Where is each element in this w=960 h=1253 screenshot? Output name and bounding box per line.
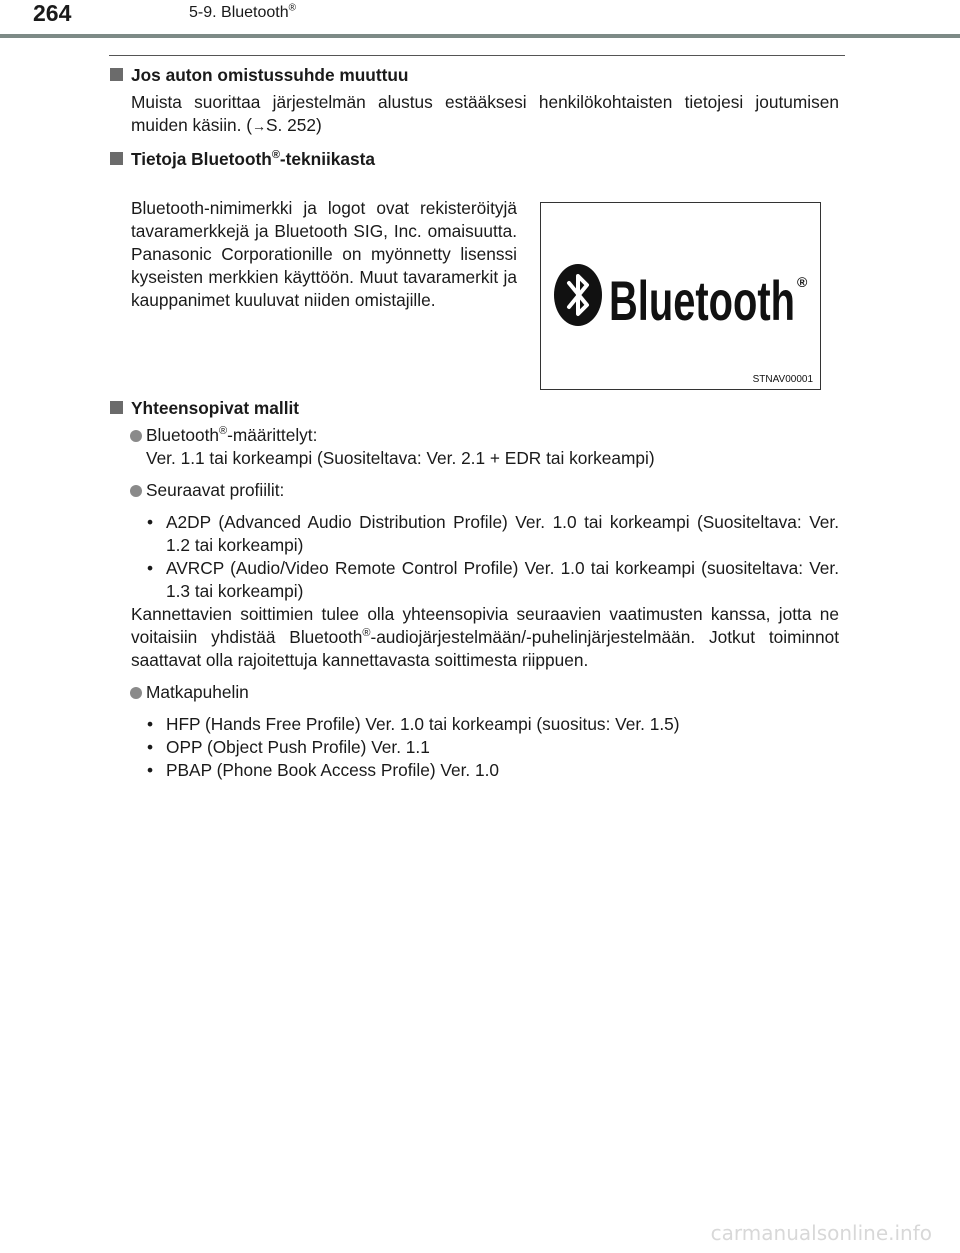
bullet-mark: •	[147, 714, 154, 734]
players-paragraph	[131, 603, 839, 672]
page-reference: S. 252)	[266, 115, 322, 135]
bullet-mark: •	[147, 737, 154, 757]
section-title-text: 5-9. Bluetooth	[189, 4, 289, 21]
bluetooth-logo-figure	[540, 202, 821, 390]
profile-pbap: PBAP (Phone Book Access Profile) Ver. 1.0	[166, 760, 500, 780]
bt-spec-value: Ver. 1.1 tai korkeampi (Suositeltava: Ver. 2.1 + EDR tai korkeampi)	[146, 448, 655, 468]
profile-a2dp: A2DP (Advanced Audio Distribution Profile) Ver. 1.0 tai korkeampi (Suositeltava: Ver. 1.2 tai korkeampi)	[166, 512, 839, 555]
heading-compatible-text: Yhteensopivat mallit	[131, 398, 300, 418]
ownership-paragraph	[131, 91, 839, 138]
figure-code: STNAV00001	[752, 374, 813, 385]
ownership-text: Muista suorittaa järjestelmän alustus estääksesi henkilökohtaisten tietojesi joutumisen muiden käsiin. (	[131, 92, 839, 135]
round-bullet-icon	[130, 430, 142, 442]
players-post: -audiojärjestelmään/-puhelinjärjestelmään. Jotkut toiminnot saattavat olla rajoitettuja kannettavasta soittimesta riippuen.	[131, 627, 840, 670]
mobile-label: Matkapuhelin	[146, 682, 249, 702]
header-rule	[0, 34, 960, 38]
registered-mark: ®	[362, 627, 371, 640]
heading-bt-pre: Tietoja Bluetooth	[131, 149, 272, 169]
bluetooth-logo-svg	[541, 203, 820, 389]
arrow-right-icon: →	[252, 118, 267, 134]
registered-mark: ®	[271, 149, 280, 162]
section-divider	[109, 55, 845, 56]
registered-mark: ®	[288, 2, 296, 14]
list-item	[109, 511, 839, 557]
bullet-mark: •	[147, 760, 154, 780]
page-number: 264	[33, 0, 72, 26]
bt-spec-post: -määrittelyt:	[227, 425, 318, 445]
heading-ownership	[109, 64, 839, 87]
square-bullet-icon	[110, 152, 123, 165]
bluetooth-info-block	[109, 175, 839, 395]
profile-hfp: HFP (Hands Free Profile) Ver. 1.0 tai korkeampi (suositus: Ver. 1.5)	[166, 714, 680, 734]
list-item	[109, 759, 839, 782]
profiles-label: Seuraavat profiilit:	[146, 480, 285, 500]
list-item	[109, 713, 839, 736]
heading-ownership-text: Jos auton omistussuhde muuttuu	[131, 65, 409, 85]
page-content	[109, 64, 839, 782]
list-item	[109, 736, 839, 759]
bullet-mark: •	[147, 512, 154, 532]
section-title	[189, 4, 296, 22]
mobile-profiles-list	[109, 713, 839, 782]
heading-bt-post: -tekniikasta	[279, 149, 376, 169]
round-bullet-icon	[130, 687, 142, 699]
bt-spec-label	[146, 424, 839, 447]
bluetooth-logo-text: Bluetooth	[609, 269, 795, 332]
heading-compatible	[109, 397, 839, 420]
round-bullet-icon	[130, 485, 142, 497]
trademark-paragraph: Bluetooth-nimimerkki ja logot ovat rekisteröityjä tavaramerkkejä ja Bluetooth SIG, Inc. omaisuutta. Panasonic Corporationille on myönnetty lisenssi kyseisten merkkien käyttöön. Muut tavaramerkit ja kauppanimet kuuluvat niiden omistajille.	[131, 198, 517, 310]
bullet-mark: •	[147, 558, 154, 578]
page-header	[0, 0, 960, 40]
watermark: carmanualsonline.info	[710, 1221, 932, 1245]
square-bullet-icon	[110, 401, 123, 414]
heading-bluetooth-tech	[109, 148, 839, 171]
bullet-mobile	[109, 681, 839, 704]
bt-spec-pre: Bluetooth	[146, 425, 220, 445]
profile-opp: OPP (Object Push Profile) Ver. 1.1	[166, 737, 430, 757]
logo-registered-mark: ®	[797, 274, 808, 290]
square-bullet-icon	[110, 68, 123, 81]
profiles-list	[109, 511, 839, 603]
registered-mark: ®	[219, 425, 228, 438]
bullet-bt-spec	[109, 424, 839, 470]
profile-avrcp: AVRCP (Audio/Video Remote Control Profile) Ver. 1.0 tai korkeampi (suositeltava: Ver. 1.3 tai korkeampi)	[166, 558, 839, 601]
bullet-profiles	[109, 479, 839, 502]
list-item	[109, 557, 839, 603]
players-pre: Kannettavien soittimien tulee olla yhteensopivia seuraavien vaatimusten kanssa, jotta ne voitaisiin yhdistää Bluetooth	[131, 604, 839, 647]
